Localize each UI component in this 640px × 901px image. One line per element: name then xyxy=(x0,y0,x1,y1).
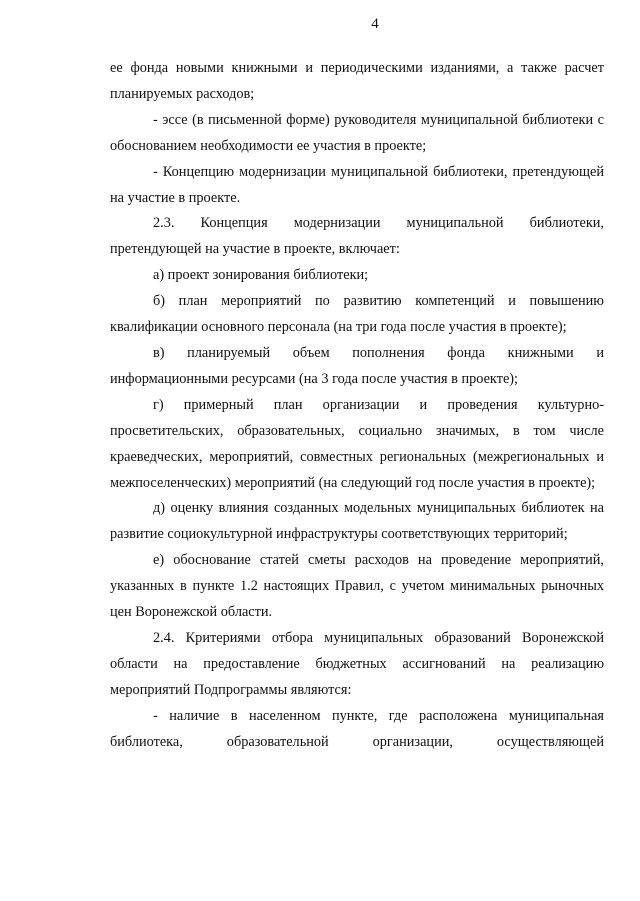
paragraph-6: б) план мероприятий по развитию компетенций и повышению квалификации основного персонала (на три года после участия в проекте); xyxy=(110,293,604,336)
paragraph-2: - эссе (в письменной форме) руководителя муниципальной библиотеки с обоснованием необходимости ее участия в проекте; xyxy=(110,111,604,154)
paragraph-4: 2.3. Концепция модернизации муниципальной библиотеки, претендующей на участие в проекте, включает: xyxy=(110,215,604,258)
paragraph-11: 2.4. Критериями отбора муниципальных образований Воронежской области на предоставление бюджетных ассигнований на реализацию мероприятий Подпрограммы являются: xyxy=(110,629,604,698)
paragraph-7: в) планируемый объем пополнения фонда книжными и информационными ресурсами (на 3 года после участия в проекте); xyxy=(110,344,604,387)
paragraph-9: д) оценку влияния созданных модельных муниципальных библиотек на развитие социокультурной инфраструктуры соответствующих территорий; xyxy=(110,500,604,543)
paragraph-5: а) проект зонирования библиотеки; xyxy=(153,267,369,284)
paragraph-10: е) обоснование статей сметы расходов на проведение мероприятий, указанных в пункте 1.2 настоящих Правил, с учетом минимальных рыночных цен Воронежской области. xyxy=(110,552,604,621)
page-number: 4 xyxy=(371,16,379,32)
paragraph-1: ее фонда новыми книжными и периодическими изданиями, а также расчет планируемых расходов; xyxy=(110,60,604,102)
paragraph-3: - Концепцию модернизации муниципальной библиотеки, претендующей на участие в проекте. xyxy=(110,163,604,206)
paragraph-12: - наличие в населенном пункте, где расположена муниципальная библиотека, образовательной организации, осуществляющей xyxy=(110,707,604,750)
document-body xyxy=(110,56,604,755)
paragraph-8: г) примерный план организации и проведения культурно-просветительских, образовательных, социально значимых, в том числе краеведческих, мероприятий, совместных региональных (межрегиональных и межпоселенческих) мероприятий (на следующий год после участия в проекте); xyxy=(110,396,604,491)
